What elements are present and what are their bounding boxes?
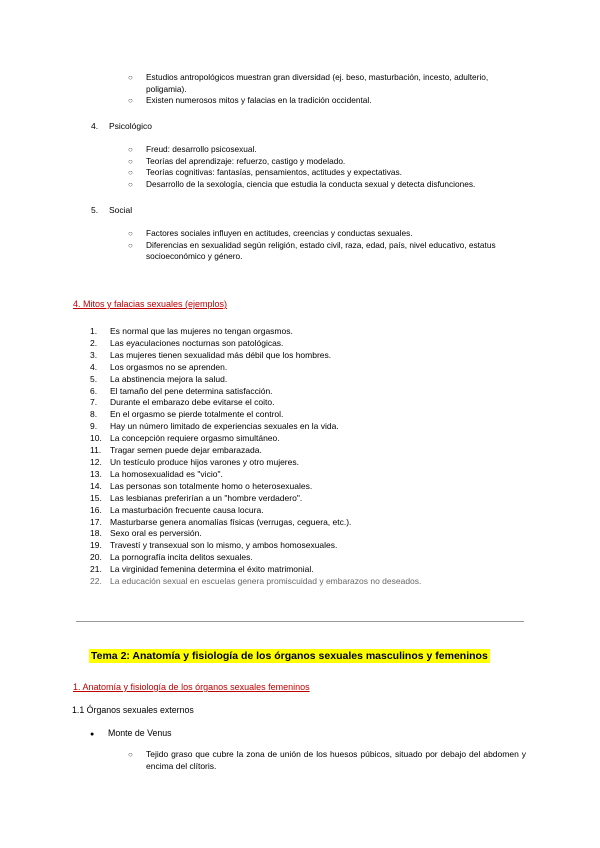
- myth-number: 14.: [90, 480, 102, 491]
- myth-item: [90, 326, 510, 338]
- psicologico-sublist: [128, 144, 528, 190]
- myth-text: Es normal que las mujeres no tengan orgasmos.: [110, 326, 293, 336]
- myth-text: El tamaño del pene determina satisfacción.: [110, 385, 273, 396]
- myth-item: [90, 505, 510, 517]
- myth-item: [90, 493, 510, 505]
- myth-number: 6.: [90, 385, 98, 396]
- list-item: ○ Freud: desarrollo psicosexual.: [128, 144, 257, 154]
- myth-item: [90, 338, 510, 350]
- myth-item: [90, 481, 510, 493]
- myth-number: 13.: [90, 468, 102, 479]
- myth-number: 1.: [90, 326, 98, 336]
- hollow-bullet-icon: ○: [128, 156, 133, 166]
- myth-number: 18.: [90, 528, 102, 539]
- myth-text: Un testículo produce hijos varones y otro mujeres.: [110, 456, 299, 467]
- section-1-1-heading: 1.1 Órganos sexuales externos: [72, 705, 194, 715]
- section-heading-psicologico: 4. Psicológico: [91, 121, 152, 131]
- myth-number: 3.: [90, 349, 98, 360]
- myth-number: 21.: [90, 564, 102, 575]
- hollow-bullet-icon: ○: [128, 240, 133, 250]
- bullet-monte-de-venus: ● Monte de Venus: [90, 728, 172, 738]
- myth-item: [90, 386, 510, 398]
- hollow-bullet-icon: ○: [128, 179, 133, 189]
- myth-text: Sexo oral es perversión.: [110, 528, 202, 539]
- myth-text: La concepción requiere orgasmo simultáneo.: [110, 433, 280, 444]
- section-heading-social: 5. Social: [91, 205, 133, 215]
- list-item: ○ Factores sociales influyen en actitudes, creencias y conductas sexuales.: [128, 228, 413, 238]
- list-item: ○ Diferencias en sexualidad según religión, estado civil, raza, edad, país, nivel educativo, estatus socioeconómico y género.: [128, 239, 496, 261]
- hollow-bullet-icon: ○: [128, 145, 133, 154]
- hollow-bullet-icon: ○: [128, 96, 133, 105]
- myth-item: [90, 362, 510, 374]
- myth-item: [90, 540, 510, 552]
- myth-item: [90, 517, 510, 529]
- myth-text: Las eyaculaciones nocturnas son patológicas.: [110, 337, 284, 348]
- myth-text: Las lesbianas preferirían a un "hombre verdadero".: [110, 492, 303, 503]
- list-item: ○ Teorías cognitivas: fantasías, pensamientos, actitudes y expectativas.: [128, 167, 402, 177]
- myth-number: 17.: [90, 516, 102, 527]
- myth-text: La educación sexual en escuelas genera promiscuidad y embarazos no deseados.: [110, 576, 422, 587]
- myths-list: [90, 326, 510, 588]
- page-divider: [76, 621, 524, 622]
- myth-number: 22.: [90, 576, 102, 587]
- myth-text: La pornografía incita delitos sexuales.: [110, 552, 253, 563]
- list-item: ○ Desarrollo de la sexología, ciencia que estudia la conducta sexual y detecta disfunciones.: [128, 178, 476, 189]
- myth-number: 10.: [90, 433, 102, 444]
- myth-item: [90, 433, 510, 445]
- myth-item: [90, 397, 510, 409]
- myth-item: [90, 552, 510, 564]
- myth-number: 15.: [90, 492, 102, 503]
- myth-text: Hay un número limitado de experiencias sexuales en la vida.: [110, 421, 339, 432]
- myth-item: [90, 576, 510, 588]
- myth-text: Travestí y transexual son lo mismo, y ambos homosexuales.: [110, 540, 338, 551]
- myth-item: [90, 469, 510, 481]
- list-item: ○ Estudios antropológicos muestran gran diversidad (ej. beso, masturbación, incesto, adulterio, poligamia).: [128, 72, 489, 94]
- myth-item: [90, 528, 510, 540]
- myth-text: Masturbarse genera anomalías físicas (verrugas, ceguera, etc.).: [110, 516, 352, 527]
- myth-text: La virginidad femenina determina el éxito matrimonial.: [110, 564, 314, 575]
- myth-text: En el orgasmo se pierde totalmente el control.: [110, 409, 284, 420]
- myth-number: 7.: [90, 397, 98, 408]
- hollow-bullet-icon: ○: [128, 73, 133, 82]
- social-sublist: [128, 228, 528, 263]
- anatomy-female-heading-link[interactable]: 1. Anatomía y fisiología de los órganos sexuales femeninos: [73, 682, 310, 692]
- myth-item: [90, 409, 510, 421]
- myth-text: Los orgasmos no se aprenden.: [110, 361, 228, 372]
- myth-text: La homosexualidad es "vicio".: [110, 468, 223, 479]
- hollow-bullet-icon: ○: [128, 750, 133, 759]
- myth-number: 11.: [90, 445, 102, 456]
- myth-text: La abstinencia mejora la salud.: [110, 373, 228, 384]
- myth-number: 20.: [90, 552, 102, 563]
- myth-item: [90, 374, 510, 386]
- hollow-bullet-icon: ○: [128, 168, 133, 177]
- myth-number: 8.: [90, 409, 98, 420]
- myth-number: 19.: [90, 540, 102, 551]
- hollow-bullet-icon: ○: [128, 229, 133, 238]
- list-item: ○ Existen numerosos mitos y falacias en la tradición occidental.: [128, 95, 372, 105]
- myth-number: 16.: [90, 504, 102, 515]
- myth-text: Durante el embarazo debe evitarse el coito.: [110, 397, 275, 408]
- cultural-sublist: [128, 72, 528, 107]
- myth-number: 5.: [90, 373, 98, 384]
- myth-number: 2.: [90, 337, 98, 348]
- myth-item: [90, 421, 510, 433]
- myth-item: [90, 564, 510, 576]
- myth-item: [90, 457, 510, 469]
- myth-text: Las personas son totalmente homo o heterosexuales.: [110, 480, 313, 491]
- myth-number: 12.: [90, 456, 102, 467]
- myth-number: 9.: [90, 421, 98, 432]
- myth-text: Las mujeres tienen sexualidad más débil que los hombres.: [110, 349, 332, 360]
- monte-desc-item: ○ Tejido graso que cubre la zona de unión de los huesos púbicos, situado por debajo del abdomen y encima del clítoris.: [128, 749, 526, 771]
- list-item: ○ Teorías del aprendizaje: refuerzo, castigo y modelado.: [128, 155, 346, 166]
- solid-bullet-icon: ●: [90, 731, 95, 738]
- myth-text: La masturbación frecuente causa locura.: [110, 504, 264, 515]
- myth-item: [90, 445, 510, 457]
- myths-heading-link[interactable]: 4. Mitos y falacias sexuales (ejemplos): [73, 299, 228, 309]
- myth-item: [90, 350, 510, 362]
- myth-text: Tragar semen puede dejar embarazada.: [110, 445, 262, 456]
- myth-number: 4.: [90, 361, 98, 372]
- tema-2-title: Tema 2: Anatomía y fisiología de los órganos sexuales masculinos y femeninos: [91, 650, 488, 662]
